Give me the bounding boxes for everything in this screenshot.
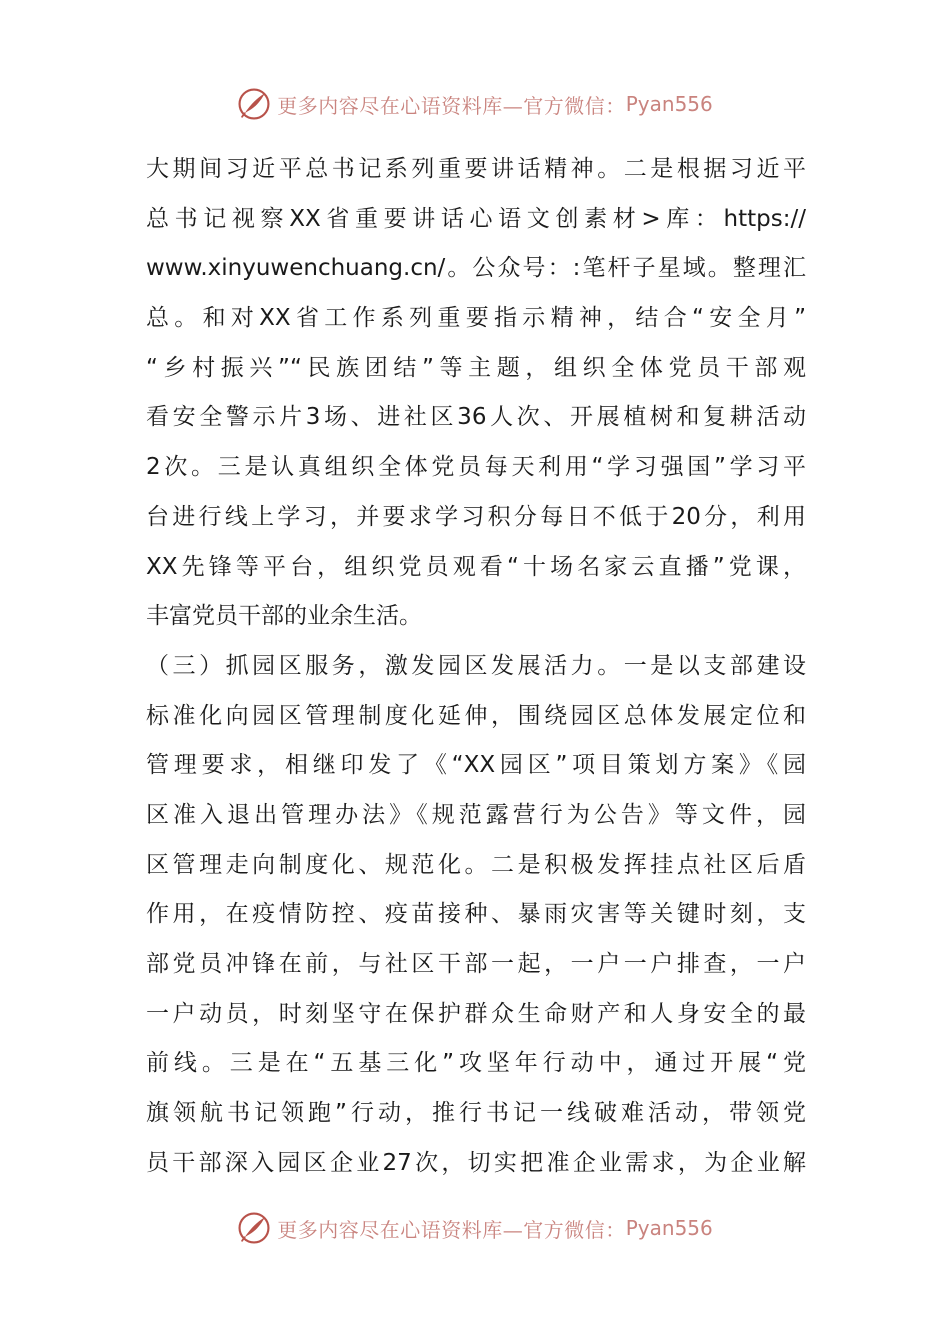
document-body (146, 145, 806, 1188)
watermark-text: 更多内容尽在心语资料库—官方微信： (277, 93, 626, 118)
text-line: 丰富党员干部的业余生活。 (146, 603, 422, 630)
text-line: 一户动员，时刻坚守在保护群众生命财产和人身安全的最 (146, 1000, 806, 1027)
text-line: 标准化向园区管理制度化延伸，围绕园区总体发展定位和 (146, 702, 806, 729)
text-line: 前线。三是在“五基三化”攻坚年行动中，通过开展“党 (146, 1050, 806, 1077)
footer-watermark (0, 1208, 950, 1248)
text-line: 2次。三是认真组织全体党员每天利用“学习强国”学习平 (146, 454, 806, 481)
text-line: 总。和对XX省工作系列重要指示精神，结合“安全月” (146, 305, 806, 332)
text-line: 台进行线上学习，并要求学习积分每日不低于20分，利用 (146, 503, 806, 530)
watermark-text: 更多内容尽在心语资料库—官方微信： (277, 1217, 626, 1242)
text-line: 管理要求，相继印发了《“XX园区”项目策划方案》《园 (146, 752, 806, 779)
section-heading-line: （三）抓园区服务，激发园区发展活力。一是以支部建设 (146, 652, 806, 679)
text-line: www.xinyuwenchuang.cn/。公众号：:笔杆子星域。整理汇 (146, 255, 806, 282)
header-watermark (0, 84, 950, 124)
text-line: 总书记视察XX省重要讲话心语文创素材>库：https:// (146, 205, 806, 232)
text-line: 区准入退出管理办法》《规范露营行为公告》等文件，园 (146, 801, 806, 828)
text-line: XX先锋等平台，组织党员观看“十场名家云直播”党课， (146, 553, 806, 580)
text-line: 部党员冲锋在前，与社区干部一起，一户一户排查，一户 (146, 951, 806, 977)
text-line: 旗领航书记领跑”行动，推行书记一线破难活动，带领党 (146, 1100, 806, 1127)
text-line: 看安全警示片3场、进社区36人次、开展植树和复耕活动 (146, 404, 806, 431)
text-line: “乡村振兴”“民族团结”等主题，组织全体党员干部观 (146, 354, 806, 381)
quill-logo-icon (237, 87, 271, 121)
text-line: 区管理走向制度化、规范化。二是积极发挥挂点社区后盾 (146, 851, 806, 878)
quill-logo-icon (237, 1211, 271, 1245)
text-line: 大期间习近平总书记系列重要讲话精神。二是根据习近平 (146, 156, 806, 182)
text-line: 作用，在疫情防控、疫苗接种、暴雨灾害等关键时刻，支 (146, 901, 806, 928)
watermark-wechat-id: Pyan556 (625, 1216, 713, 1240)
text-line: 员干部深入园区企业27次，切实把准企业需求，为企业解 (146, 1149, 806, 1176)
watermark-wechat-id: Pyan556 (625, 92, 713, 116)
